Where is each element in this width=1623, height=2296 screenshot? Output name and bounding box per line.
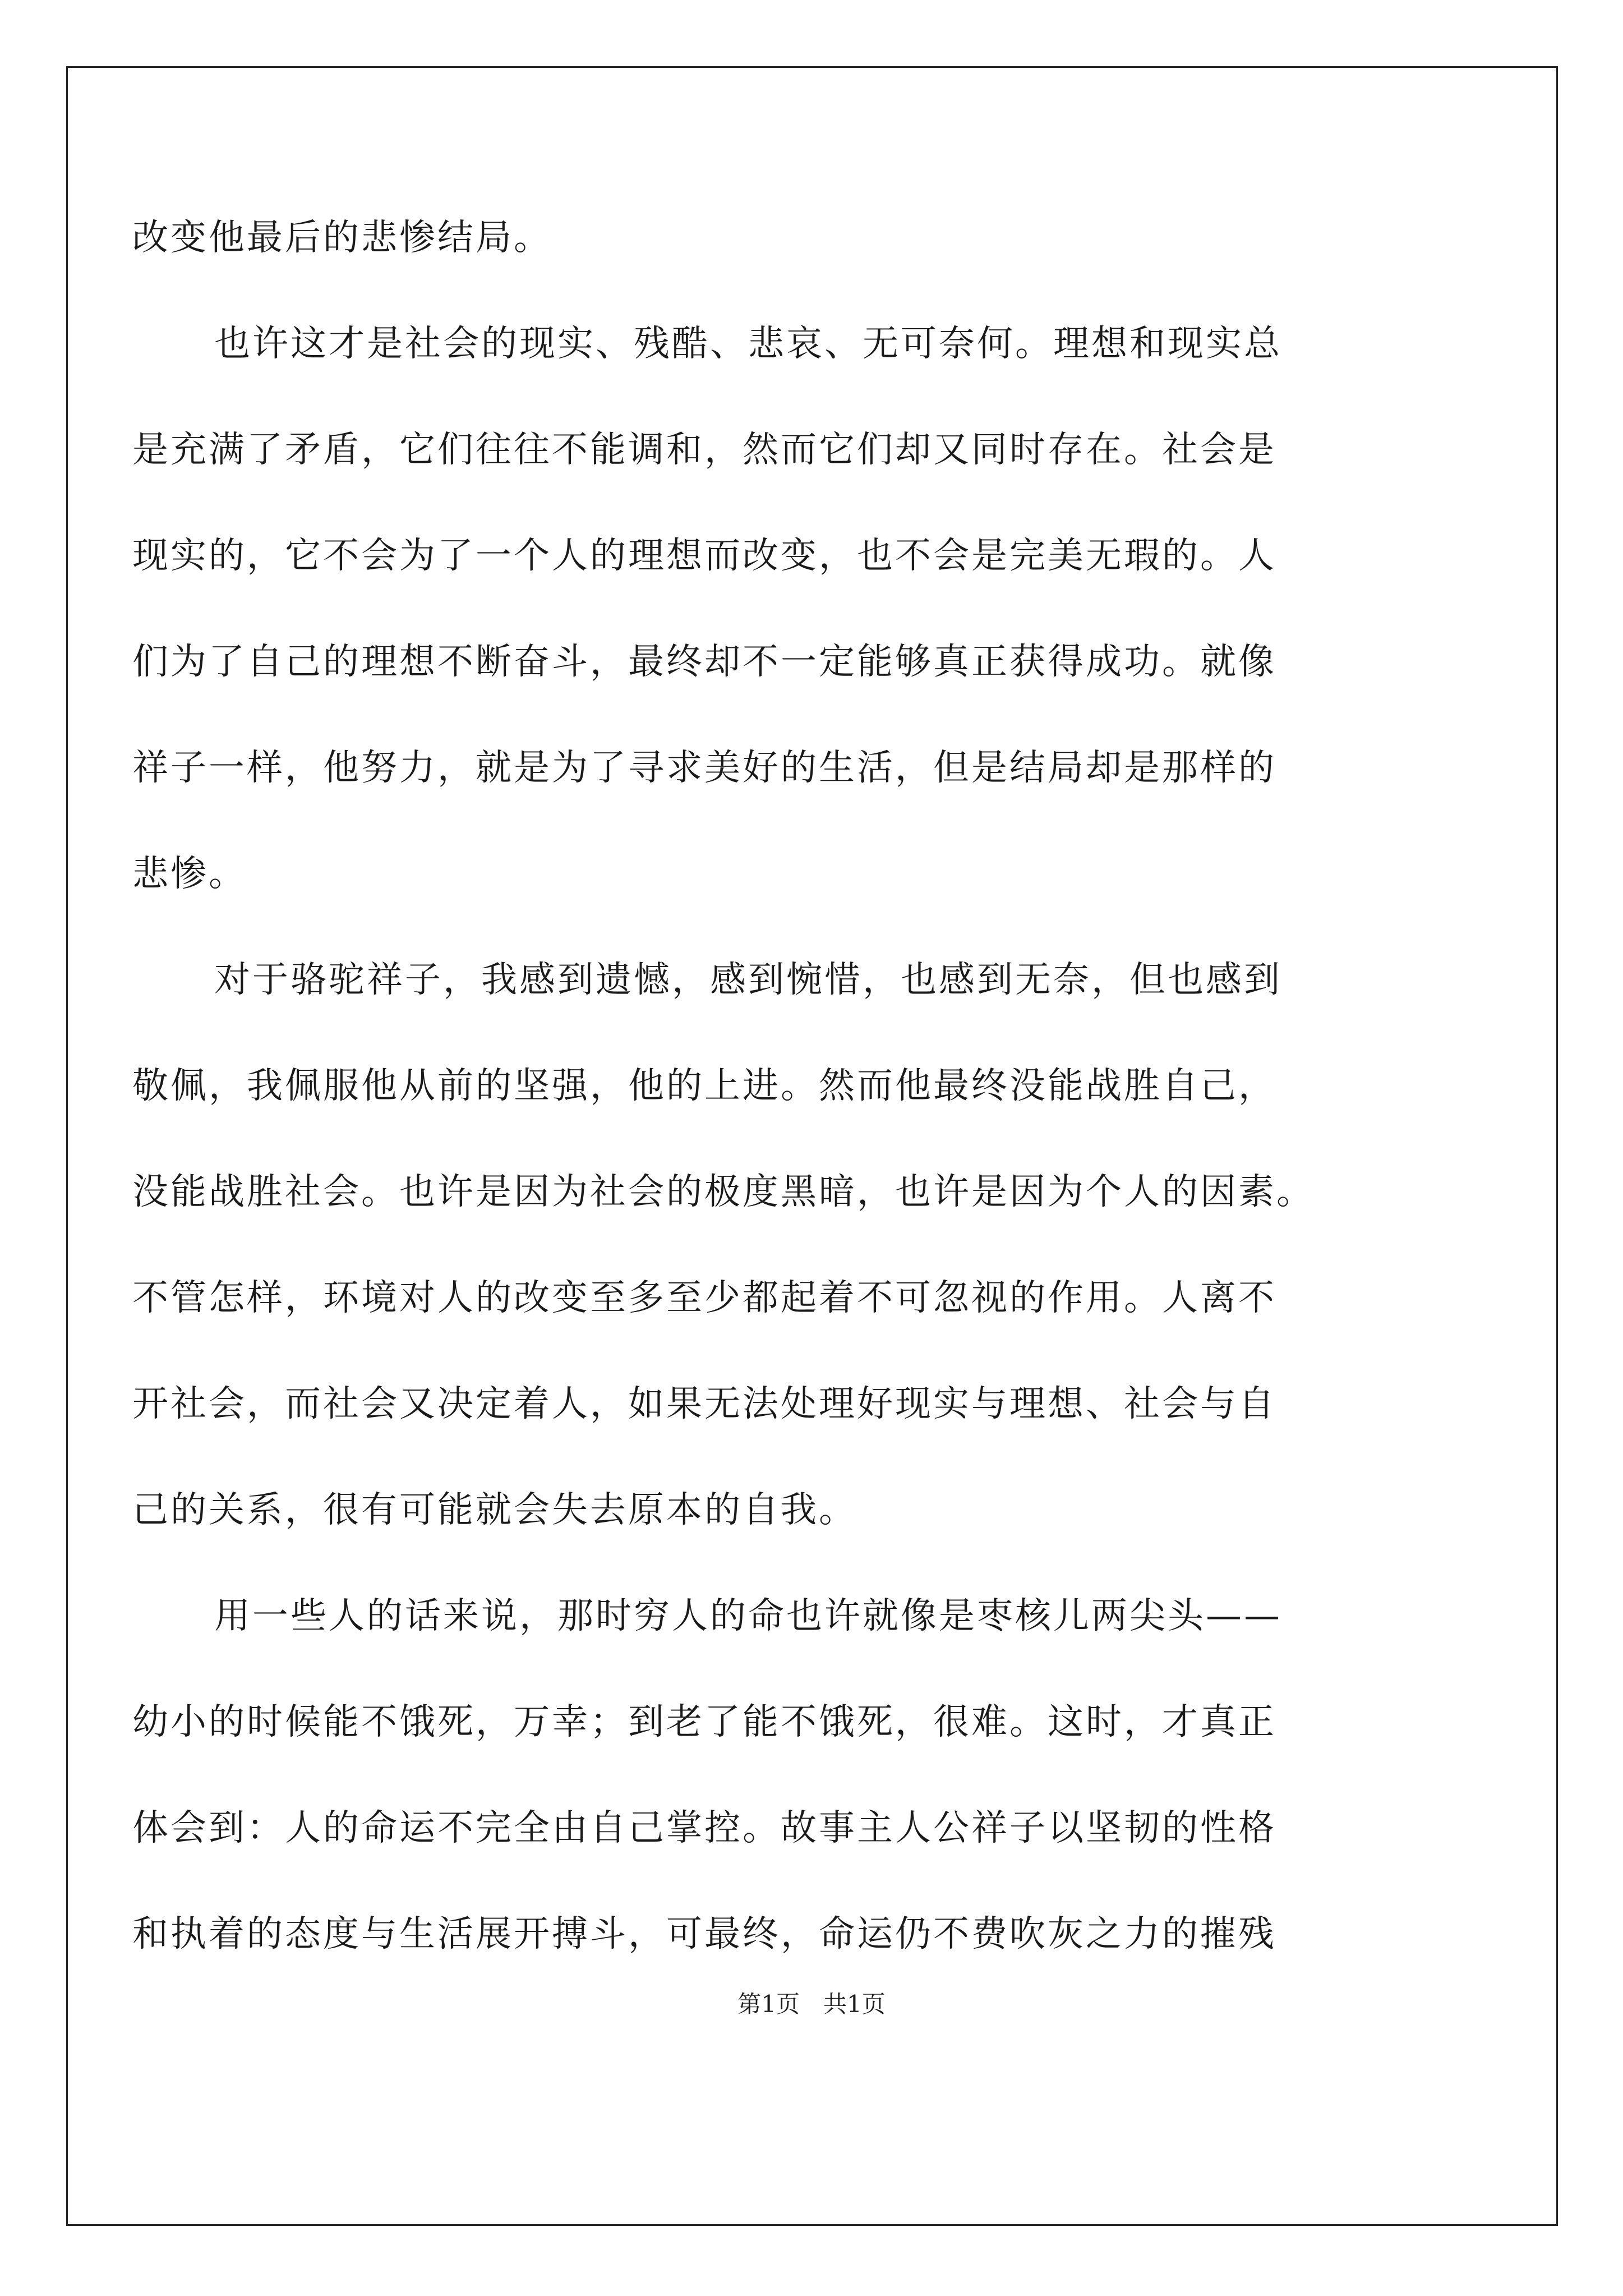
text-line-9: 敬佩，我佩服他从前的坚强，他的上进。然而他最终没能战胜自己， [132, 1065, 1276, 1107]
text-line-2: 也许这才是社会的现实、残酷、悲哀、无可奈何。理想和现实总 [214, 323, 1282, 365]
text-line-8: 对于骆驼祥子，我感到遗憾，感到惋惜，也感到无奈，但也感到 [214, 959, 1282, 1001]
text-line-17: 和执着的态度与生活展开搏斗，可最终，命运仍不费吹灰之力的摧残 [132, 1913, 1276, 1955]
text-line-1: 改变他最后的悲惨结局。 [132, 217, 552, 259]
text-line-4: 现实的，它不会为了一个人的理想而改变，也不会是完美无瑕的。人 [132, 535, 1276, 577]
document-body [132, 185, 1478, 1987]
text-line-10: 没能战胜社会。也许是因为社会的极度黑暗，也许是因为个人的因素。 [132, 1171, 1315, 1213]
text-line-3: 是充满了矛盾，它们往往不能调和，然而它们却又同时存在。社会是 [132, 429, 1276, 471]
text-line-5: 们为了自己的理想不断奋斗，最终却不一定能够真正获得成功。就像 [132, 641, 1276, 683]
text-line-6: 祥子一样，他努力，就是为了寻求美好的生活，但是结局却是那样的 [132, 747, 1276, 789]
text-line-14: 用一些人的话来说，那时穷人的命也许就像是枣核儿两尖头—— [214, 1595, 1282, 1637]
page-number-footer: 第1页 共1页 [737, 1990, 886, 2018]
text-line-16: 体会到：人的命运不完全由自己掌控。故事主人公祥子以坚韧的性格 [132, 1807, 1276, 1849]
text-line-11: 不管怎样，环境对人的改变至多至少都起着不可忽视的作用。人离不 [132, 1277, 1276, 1319]
text-line-7: 悲惨。 [132, 853, 247, 895]
text-line-13: 己的关系，很有可能就会失去原本的自我。 [132, 1489, 857, 1531]
text-line-12: 开社会，而社会又决定着人，如果无法处理好现实与理想、社会与自 [132, 1383, 1276, 1425]
text-line-15: 幼小的时候能不饿死，万幸；到老了能不饿死，很难。这时，才真正 [132, 1701, 1276, 1743]
